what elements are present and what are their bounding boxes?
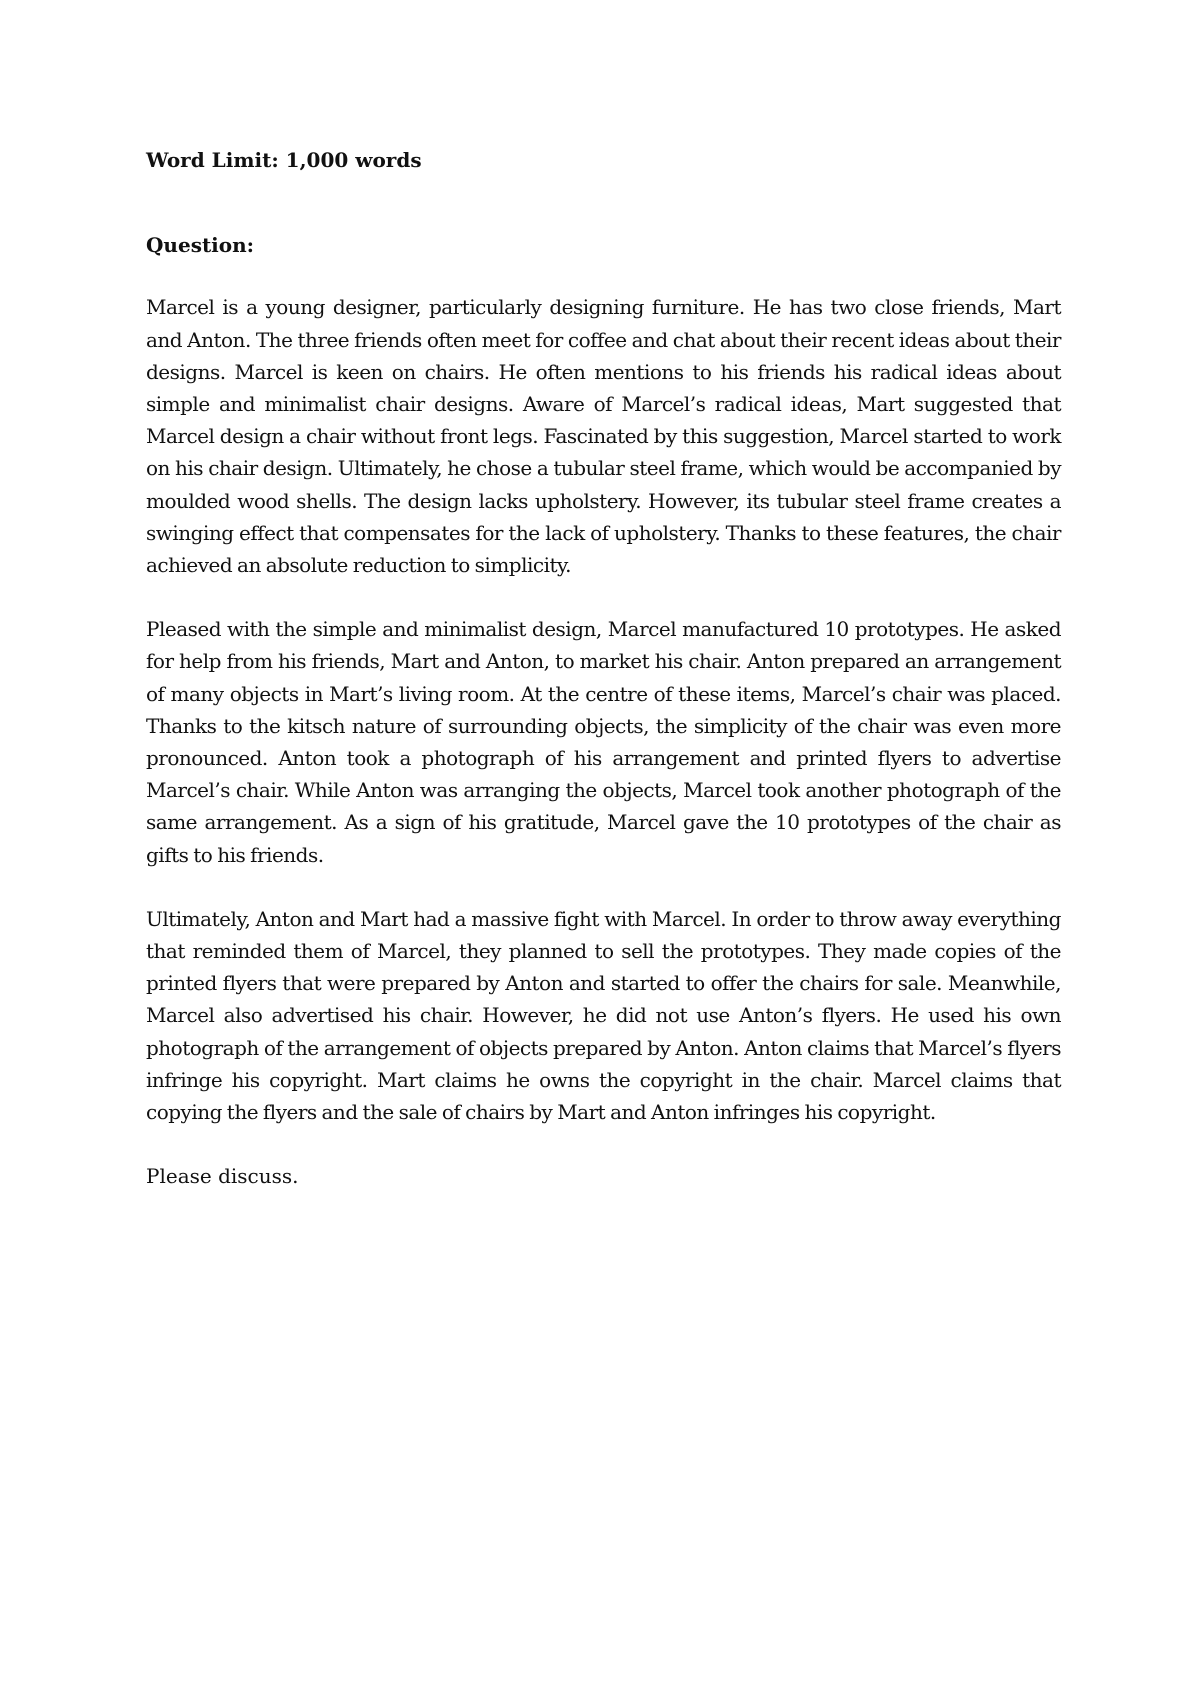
question-heading: Question: <box>146 233 255 258</box>
paragraph-3: Ultimately, Anton and Mart had a massive fight with Marcel. In order to throw away everything that reminded them of Marcel, they planned to sell the prototypes. They made copies of the printed flyers that were prepared by Anton and started to offer the chairs for sale. Meanwhile, Marcel also advertised his chair. However, he did not use Anton’s flyers. He used his own photograph of the arrangement of objects prepared by Anton. Anton claims that Marcel’s flyers infringe his copyright. Mart claims he owns the copyright in the chair. Marcel claims that copying the flyers and the sale of chairs by Mart and Anton infringes his copyright. <box>146 906 1061 1125</box>
paragraph-2: Pleased with the simple and minimalist design, Marcel manufactured 10 prototypes. He asked for help from his friends, Mart and Anton, to market his chair. Anton prepared an arrangement of many objects in Mart’s living room. At the centre of these items, Marcel’s chair was placed. Thanks to the kitsch nature of surrounding objects, the simplicity of the chair was even more pronounced. Anton took a photograph of his arrangement and printed flyers to advertise Marcel’s chair. While Anton was arranging the objects, Marcel took another photograph of the same arrangement. As a sign of his gratitude, Marcel gave the 10 prototypes of the chair as gifts to his friends. <box>146 617 1061 867</box>
paragraph-1: Marcel is a young designer, particularly designing furniture. He has two close friends, Mart and Anton. The three friends often meet for coffee and chat about their recent ideas about their designs. Marcel is keen on chairs. He often mentions to his friends his radical ideas about simple and minimalist chair designs. Aware of Marcel’s radical ideas, Mart suggested that Marcel design a chair without front legs. Fascinated by this suggestion, Marcel started to work on his chair design. Ultimately, he chose a tubular steel frame, which would be accompanied by moulded wood shells. The design lacks upholstery. However, its tubular steel frame creates a swinging effect that compensates for the lack of upholstery. Thanks to these features, the chair achieved an absolute reduction to simplicity. <box>146 295 1061 578</box>
word-limit-heading: Word Limit: 1,000 words <box>146 148 422 172</box>
document-body <box>146 144 1061 1192</box>
closing-line: Please discuss. <box>146 1164 299 1189</box>
